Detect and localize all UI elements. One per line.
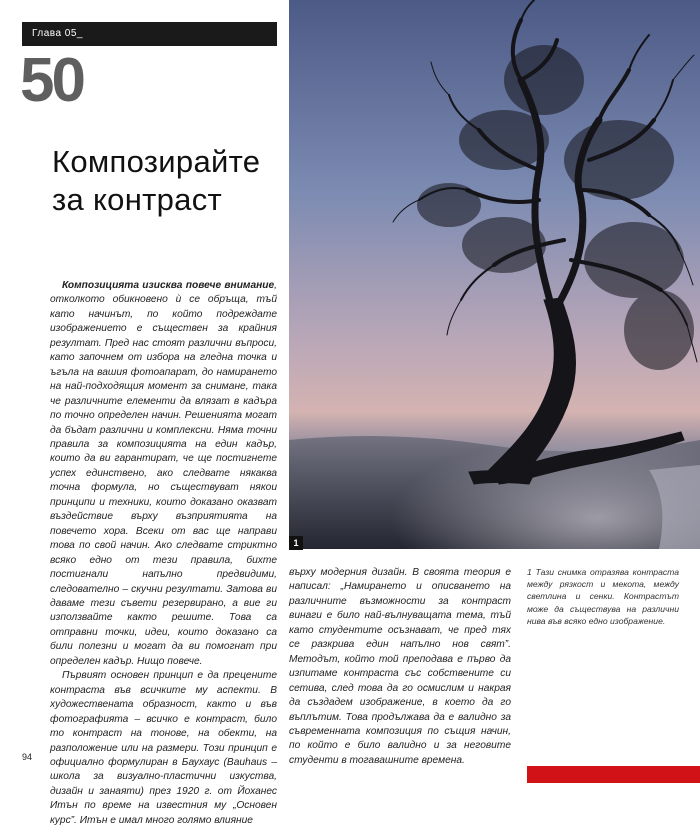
tree-photograph: [289, 0, 700, 549]
lead-in: Композицията изисква повече внимание: [62, 280, 275, 291]
body-paragraph-2: Първият основен принцип е да прецените контраста във всичките му аспекти. В художествената образност, както и във фотографията – всичко е контраст, било то контраст на тонове, на обекти, на разположение или на размери. Този принцип е официално формулиран в Баухаус (Bauhaus – школа за визуално-пластични изкуства, дизайн и занаяти) през 1920 г. от Йоханес Итън по време на известния му „Основен курс”. Итън е имал много голямо влияние: [50, 670, 277, 826]
chapter-label-bar: [22, 22, 277, 46]
paragraph-1-text: , отколкото обикновено ѝ се обръща, тъй като начинът, по който подреждате изображението е съществен за крайния резултат. Пред нас стоят различни въпроси, като започнем от избора на гледна точка и ъгъла на вашия фотоапарат, до намирането на най-подходящия момент за снимане, така че различните елементи да влязат в кадъра по точно определен начин. Решенията могат да бъдат различни и комплексни. Няма точни правила за композицията на един кадър, които да ви гарантират, че ще постигнете успех единствено, ако следвате някаква точна формула, но съществуват някои принципи и техники, които доказано оказват въздействие върху възприятията на повечето хора. Всеки от вас ще направи това по свой начин. Ако следвате стриктно всяко едно от тези правила, бихте постигнали напълно предвидими, следователно – скучни резултати. Затова ви даваме тези съвети резервирано, а вие ги използвайте както решите. Това са отправни точки, идеи, които доказано са били полезни и могат да ви помогнат при определен кадър. Нищо повече.: [50, 280, 277, 667]
figure-number-badge: 1: [289, 536, 303, 550]
body-text-column: [50, 279, 277, 828]
red-accent-tab: [527, 766, 700, 783]
body-paragraph-1: [50, 279, 277, 669]
continuation-column: [289, 566, 511, 768]
figure-caption: [527, 566, 679, 627]
caption-text: 1 Тази снимка отразява контраста между рязкост и мекота, между светлина и сенки. Контрастът може да съществува на различни нива във всяко едно изображение.: [527, 567, 679, 626]
page-number: 94: [22, 752, 33, 762]
tree-photo-graphic: [289, 0, 700, 549]
chapter-label: Глава 05_: [32, 28, 83, 39]
section-title: Композирайте за контраст: [52, 144, 261, 217]
continuation-paragraph: върху модерния дизайн. В своята теория е написал: „Намирането и описването на различните възможности за контраст винаги е било най-вълнуващата тема, тъй като студентите осъзнават, че пред тях се разкрива един напълно нов свят”. Методът, който той преподава е първо да изпитаме контраста със собствените си сетива, след това да го осмислим и накрая да създадем изображение, в което да го въплътим. Това продължава да е валидно за съвременната композиция по същия начин, по който е било валидно и за неговите студенти в тогавашните времена.: [289, 567, 511, 766]
section-number: 50: [20, 46, 83, 115]
